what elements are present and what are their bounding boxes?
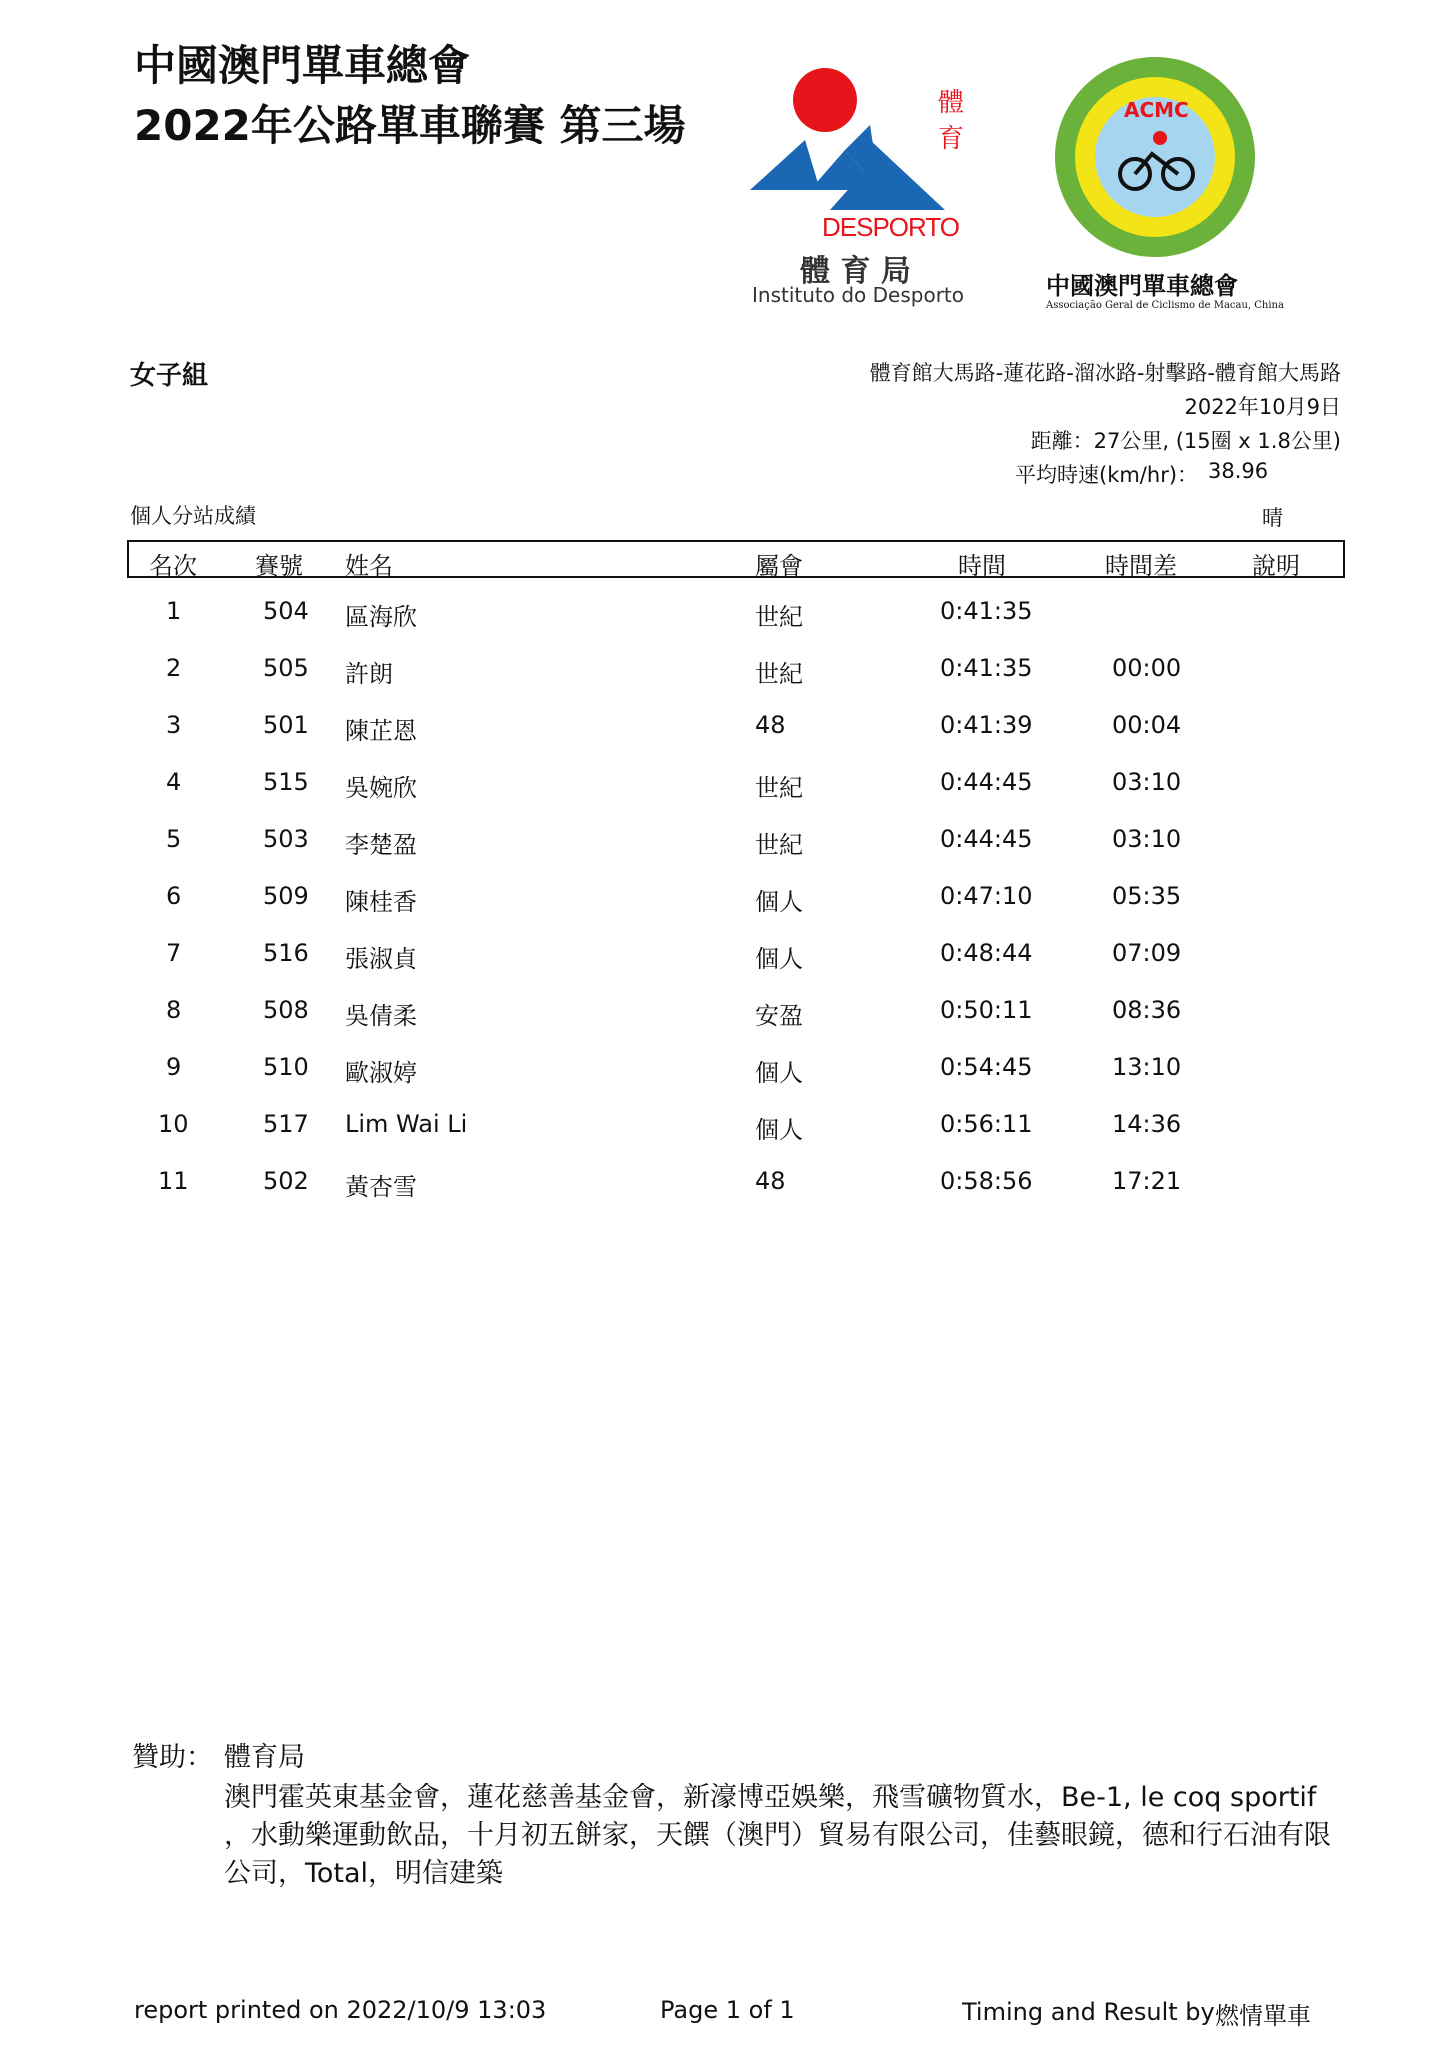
table-row [0,1167,1448,1207]
table-row [0,654,1448,694]
row-time: 0:44:45 [940,825,1033,853]
sponsor-line-3: 公司，Total，明信建築 [224,1858,504,1889]
results-table-header [127,540,1345,578]
row-club: 世紀 [755,774,803,802]
col-name: 姓名 [345,552,393,580]
row-gap: 13:10 [1112,1053,1182,1081]
desporto-brand: DESPORTO [822,212,959,242]
desporto-side-text-1: 體 [938,88,965,118]
row-club: 世紀 [755,831,803,859]
acmc-emblem [1040,52,1270,262]
row-name: 陳芷恩 [345,717,417,745]
row-time: 0:41:35 [940,654,1033,682]
row-bib: 509 [263,882,309,910]
section-label: 個人分站成績 [130,504,256,528]
row-bib: 502 [263,1167,309,1195]
row-name: Lim Wai Li [345,1110,468,1138]
acmc-logo [1040,52,1270,262]
footer-timing-by: 燃情單車 [1215,2002,1311,2030]
table-row [0,939,1448,979]
row-name: 陳桂香 [345,888,417,916]
col-rank: 名次 [149,552,197,580]
row-bib: 503 [263,825,309,853]
row-gap: 08:36 [1112,996,1182,1024]
row-rank: 8 [166,996,182,1024]
row-club: 世紀 [755,660,803,688]
table-row [0,1110,1448,1150]
footer-page: Page 1 of 1 [660,1996,795,2024]
row-club: 個人 [755,1116,803,1144]
row-gap: 14:36 [1112,1110,1182,1138]
col-remark: 說明 [1252,552,1300,580]
row-rank: 9 [166,1053,182,1081]
col-bib: 賽號 [255,552,303,580]
row-name: 黃杏雪 [345,1173,417,1201]
distance: 距離：27公里, (15圈 x 1.8公里) [1030,429,1341,453]
col-time: 時間 [958,552,1006,580]
desporto-name-zh: 體 育 局 [800,254,911,289]
acmc-name-zh: 中國澳門單車總會 [1046,271,1238,300]
row-bib: 515 [263,768,309,796]
row-time: 0:54:45 [940,1053,1033,1081]
row-time: 0:56:11 [940,1110,1033,1138]
category-label: 女子組 [130,361,209,391]
row-rank: 7 [166,939,182,967]
event-title: 2022年公路單車聯賽 第三場 [134,101,686,150]
sponsor-label: 贊助： [132,1742,213,1773]
row-time: 0:41:35 [940,597,1033,625]
row-gap: 00:00 [1112,654,1182,682]
table-row [0,996,1448,1036]
row-bib: 504 [263,597,309,625]
row-bib: 516 [263,939,309,967]
row-rank: 5 [166,825,182,853]
row-rank: 4 [166,768,182,796]
table-row [0,711,1448,751]
avg-speed-value: 38.96 [1208,459,1269,483]
row-gap: 17:21 [1112,1167,1182,1195]
table-row [0,1053,1448,1093]
row-gap: 07:09 [1112,939,1182,967]
footer-timing: Timing and Result by [962,1998,1215,2026]
avg-speed-label: 平均時速(km/hr)： [1015,463,1199,487]
col-gap: 時間差 [1105,552,1177,580]
row-club: 48 [755,1167,786,1195]
row-rank: 2 [166,654,182,682]
row-bib: 510 [263,1053,309,1081]
acmc-name-pt: Associação Geral de Ciclismo de Macau, China [1046,300,1284,311]
row-name: 歐淑婷 [345,1059,417,1087]
row-name: 吳婉欣 [345,774,417,802]
col-club: 屬會 [755,552,803,580]
row-gap: 03:10 [1112,825,1182,853]
row-rank: 11 [158,1167,189,1195]
sponsor-line-1: 澳門霍英東基金會，蓮花慈善基金會，新濠博亞娛樂，飛雪礦物質水，Be-1, le coq sportif [224,1782,1317,1813]
row-name: 許朗 [345,660,393,688]
row-time: 0:44:45 [940,768,1033,796]
acmc-badge: ACMC [1124,98,1189,122]
desporto-name-pt: Instituto do Desporto [752,283,964,307]
row-rank: 3 [166,711,182,739]
sponsor-main: 體育局 [224,1742,305,1773]
weather: 晴 [1262,506,1283,530]
row-club: 個人 [755,888,803,916]
row-club: 個人 [755,1059,803,1087]
row-gap: 00:04 [1112,711,1182,739]
row-club: 安盈 [755,1002,803,1030]
row-bib: 508 [263,996,309,1024]
row-bib: 505 [263,654,309,682]
row-time: 0:47:10 [940,882,1033,910]
row-name: 張淑貞 [345,945,417,973]
table-row [0,768,1448,808]
row-bib: 517 [263,1110,309,1138]
row-club: 48 [755,711,786,739]
row-name: 吳倩柔 [345,1002,417,1030]
route: 體育館大馬路-蓮花路-溜冰路-射擊路-體育館大馬路 [869,361,1341,385]
row-club: 世紀 [755,603,803,631]
table-row [0,882,1448,922]
race-date: 2022年10月9日 [1184,395,1341,419]
row-time: 0:58:56 [940,1167,1033,1195]
row-time: 0:41:39 [940,711,1033,739]
row-name: 區海欣 [345,603,417,631]
row-rank: 10 [158,1110,189,1138]
org-title: 中國澳門單車總會 [134,41,471,90]
row-gap: 03:10 [1112,768,1182,796]
table-row [0,597,1448,637]
row-bib: 501 [263,711,309,739]
footer-printed: report printed on 2022/10/9 13:03 [134,1996,547,2024]
row-club: 個人 [755,945,803,973]
desporto-side-text-2: 育 [938,124,965,154]
row-time: 0:50:11 [940,996,1033,1024]
row-time: 0:48:44 [940,939,1033,967]
sponsor-line-2: ，水動樂運動飲品，十月初五餅家，天饌（澳門）貿易有限公司，佳藝眼鏡，德和行石油有限 [224,1820,1331,1851]
row-gap: 05:35 [1112,882,1182,910]
row-rank: 6 [166,882,182,910]
row-name: 李楚盈 [345,831,417,859]
table-row [0,825,1448,865]
row-rank: 1 [166,597,182,625]
